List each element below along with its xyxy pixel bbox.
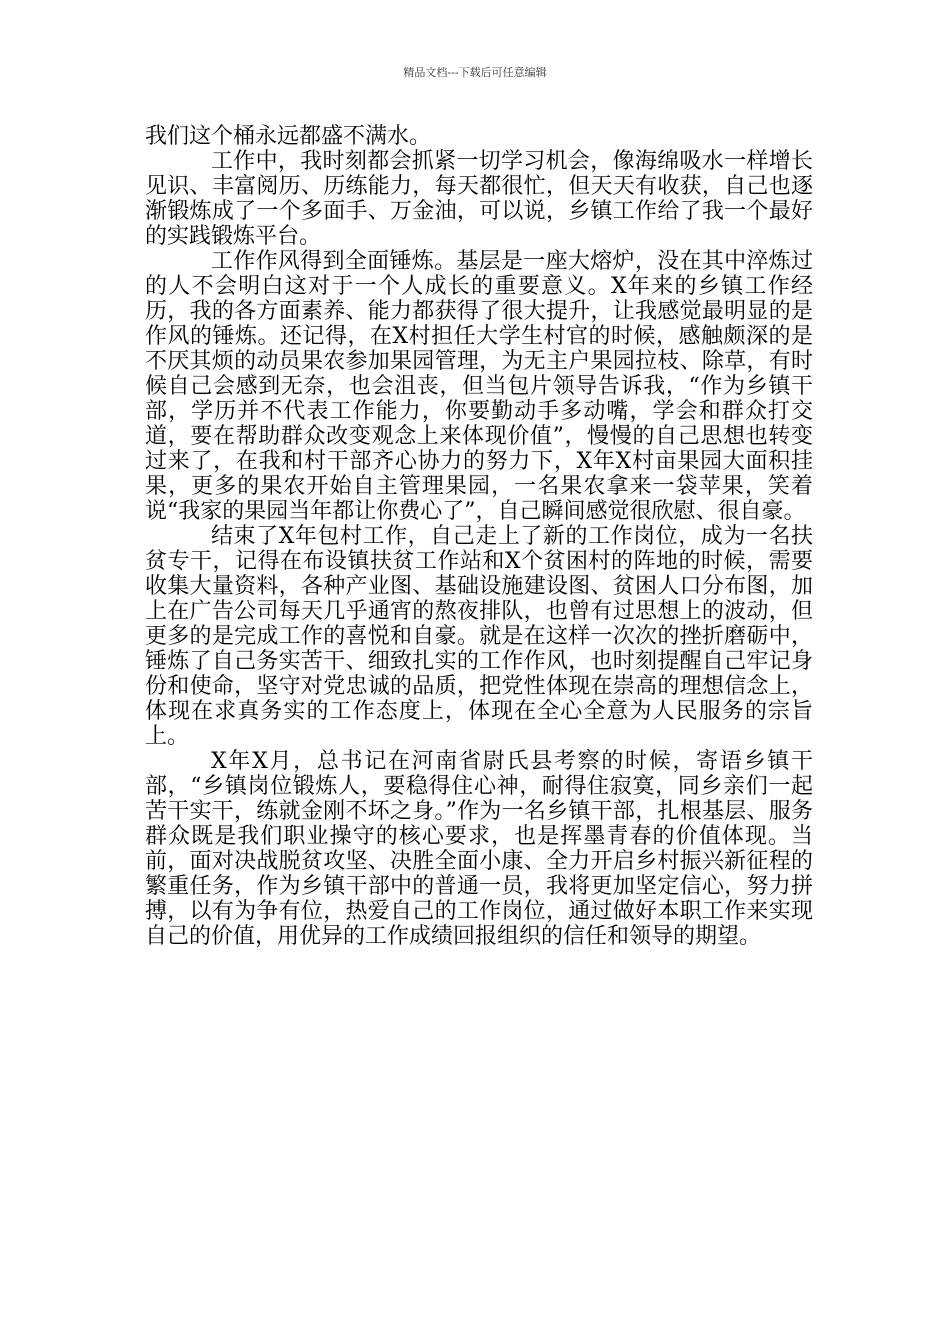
paragraph-work-learning: 工作中，我时刻都会抓紧一切学习机会，像海绵吸水一样增长见识、丰富阅历、历练能力，每天都很忙，但天天有收获，自己也逐渐锻炼成了一个多面手、万金油，可以说，乡镇工作给了我一个最好的实践锻炼平台。 — [145, 149, 813, 249]
paragraph-poverty-relief: 结束了X年包村工作，自己走上了新的工作岗位，成为一名扶贫专干，记得在布设镇扶贫工作站和X个贫困村的阵地的时候，需要收集大量资料，各种产业图、基础设施建设图、贫困人口分布图，加上在广告公司每天几乎通宵的熬夜排队，也曾有过思想上的波动，但更多的是完成工作的喜悦和自豪。就是在这样一次次的挫折磨砺中，锤炼了自己务实苦干、细致扎实的工作作风，也时刻提醒自己牢记身份和使命，坚守对党忠诚的品质，把党性体现在崇高的理想信念上，体现在求真务实的工作态度上，体现在全心全意为人民服务的宗旨上。 — [145, 524, 813, 749]
page-header: 精品文档---下载后可任意编辑 — [403, 66, 547, 79]
paragraph-work-style: 工作作风得到全面锤炼。基层是一座大熔炉，没在其中淬炼过的人不会明白这对于一个人成长的重要意义。X年来的乡镇工作经历，我的各方面素养、能力都获得了很大提升，让我感觉最明显的是作风的锤炼。还记得，在X村担任大学生村官的时候，感触颇深的是不厌其烦的动员果农参加果园管理，为无主户果园拉枝、除草，有时候自己会感到无奈，也会沮丧，但当包片领导告诉我，“作为乡镇干部，学历并不代表工作能力，你要勤动手多动嘴，学会和群众打交道，要在帮助群众改变观念上来体现价值”，慢慢的自己思想也转变过来了，在我和村干部齐心协力的努力下，X年X村亩果园大面积挂果，更多的果农开始自主管理果园，一名果农拿来一袋苹果，笑着说“我家的果园当年都让你费心了”，自己瞬间感觉很欣慰、很自豪。 — [145, 249, 813, 524]
document-body — [145, 124, 813, 949]
paragraph-continuation: 我们这个桶永远都盛不满水。 — [145, 124, 432, 149]
paragraph-conclusion: X年X月，总书记在河南省尉氏县考察的时候，寄语乡镇干部，“乡镇岗位锻炼人，要稳得住心神，耐得住寂寞，同乡亲们一起苦干实干，练就金刚不坏之身。”作为一名乡镇干部，扎根基层、服务群众既是我们职业操守的核心要求，也是挥墨青春的价值体现。当 前，面对决战脱贫攻坚、决胜全面小康、全力开启乡村振兴新征程的繁重任务，作为乡镇干部中的普通一员，我将更加坚定信心，努力拼搏，以有为争有位，热爱自己的工作岗位，通过做好本职工作来实现自己的价值，用优异的工作成绩回报组织的信任和领导的期望。 — [145, 749, 813, 949]
